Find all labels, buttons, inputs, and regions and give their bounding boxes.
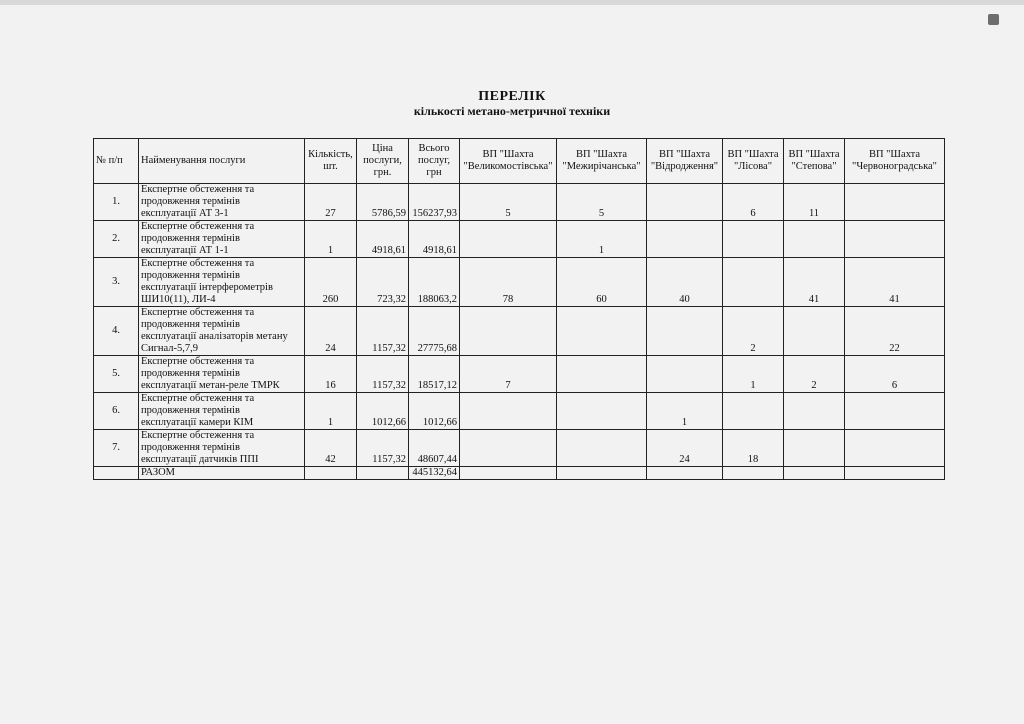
total-cell: 27775,68 (409, 307, 460, 356)
cell-line: ВП "Шахта (727, 149, 779, 160)
mine-qty-cell (845, 221, 945, 258)
total-cell: 18517,12 (409, 356, 460, 393)
service-name (139, 221, 305, 258)
total-cell: 1012,66 (409, 393, 460, 430)
mine-qty-cell: 1 (723, 356, 784, 393)
mine-qty-cell (723, 221, 784, 258)
price-cell: 4918,61 (357, 221, 409, 258)
mine-qty-cell (647, 356, 723, 393)
cell-line: Експертне обстеження та (141, 430, 255, 441)
mine-qty-cell (557, 393, 647, 430)
qty-cell: 24 (305, 307, 357, 356)
cell-line: експлуатації метан-реле ТМРК (141, 380, 280, 391)
table-row (94, 221, 945, 258)
mine-qty-cell: 18 (723, 430, 784, 467)
row-num: 6. (94, 393, 139, 430)
total-cell: 188063,2 (409, 258, 460, 307)
mine-qty-cell: 7 (460, 356, 557, 393)
scan-top-edge (0, 0, 1024, 5)
cell-line: Експертне обстеження та (141, 184, 255, 195)
cell-line: продовження термінів (141, 368, 240, 379)
total-cell: 4918,61 (409, 221, 460, 258)
cell-line: "Лісова" (733, 161, 772, 172)
header-service: Найменування послуги (139, 139, 305, 184)
cell-line: ШИ10(11), ЛИ-4 (141, 294, 216, 305)
mine-qty-cell (557, 430, 647, 467)
cell-line: Експертне обстеження та (141, 221, 255, 232)
mine-qty-cell: 2 (723, 307, 784, 356)
header-mine (723, 139, 784, 184)
cell-line: експлуатації АТ 1-1 (141, 245, 229, 256)
mine-qty-cell (845, 393, 945, 430)
mine-qty-cell (460, 430, 557, 467)
cell-line: продовження термінів (141, 319, 240, 330)
document-title: ПЕРЕЛІК (478, 89, 546, 104)
mine-qty-cell (460, 307, 557, 356)
scan-mark (988, 14, 999, 25)
empty-cell (305, 467, 357, 480)
empty-cell (647, 467, 723, 480)
qty-cell: 16 (305, 356, 357, 393)
cell-line: "Великомостівська" (463, 161, 553, 172)
cell-line: експлуатації камери КІМ (141, 417, 254, 428)
table-row (94, 393, 945, 430)
empty-cell (460, 467, 557, 480)
mine-qty-cell: 2 (784, 356, 845, 393)
mine-qty-cell: 78 (460, 258, 557, 307)
cell-line: Експертне обстеження та (141, 356, 255, 367)
cell-line: Всього (418, 143, 450, 154)
mine-qty-cell: 11 (784, 184, 845, 221)
cell-line: послуг, (417, 155, 451, 166)
price-cell: 5786,59 (357, 184, 409, 221)
header-price (357, 139, 409, 184)
cell-line: грн. (373, 167, 392, 178)
service-name (139, 307, 305, 356)
mine-qty-cell: 6 (845, 356, 945, 393)
qty-cell: 42 (305, 430, 357, 467)
price-cell: 1157,32 (357, 307, 409, 356)
cell-line: експлуатації АТ 3-1 (141, 208, 229, 219)
mine-qty-cell: 1 (647, 393, 723, 430)
total-label: РАЗОМ (139, 467, 305, 480)
row-num: 7. (94, 430, 139, 467)
total-cell: 156237,93 (409, 184, 460, 221)
cell-line: Ціна (372, 143, 393, 154)
header-mine (784, 139, 845, 184)
mine-qty-cell (460, 393, 557, 430)
header-mine (845, 139, 945, 184)
cell-line: ВП "Шахта (868, 149, 921, 160)
service-name (139, 184, 305, 221)
header-mine (647, 139, 723, 184)
mine-qty-cell (557, 356, 647, 393)
header-qty (305, 139, 357, 184)
qty-cell: 1 (305, 393, 357, 430)
mine-qty-cell: 41 (845, 258, 945, 307)
cell-line: продовження термінів (141, 442, 240, 453)
total-row (94, 467, 945, 480)
empty-cell (723, 467, 784, 480)
empty-cell (845, 467, 945, 480)
cell-line: послуги, (363, 155, 402, 166)
cell-line: експлуатації інтерферометрів (141, 282, 273, 293)
mine-qty-cell (845, 184, 945, 221)
mine-qty-cell (647, 307, 723, 356)
mine-qty-cell (845, 430, 945, 467)
cell-line: Кількість, (308, 149, 353, 160)
mine-qty-cell: 60 (557, 258, 647, 307)
price-cell: 1012,66 (357, 393, 409, 430)
mine-qty-cell: 6 (723, 184, 784, 221)
empty-cell (357, 467, 409, 480)
table-row (94, 184, 945, 221)
header-row (94, 139, 945, 184)
cell-line: грн (426, 167, 442, 178)
mine-qty-cell (647, 184, 723, 221)
row-num: 1. (94, 184, 139, 221)
table-row (94, 258, 945, 307)
table-row (94, 356, 945, 393)
qty-cell: 1 (305, 221, 357, 258)
cell-line: "Степова" (791, 161, 837, 172)
mine-qty-cell: 22 (845, 307, 945, 356)
table-row (94, 307, 945, 356)
mine-qty-cell (784, 393, 845, 430)
cell-line: ВП "Шахта (658, 149, 711, 160)
cell-line: "Відродження" (650, 161, 719, 172)
cell-line: продовження термінів (141, 196, 240, 207)
service-name (139, 258, 305, 307)
row-num: 2. (94, 221, 139, 258)
header-num: № п/п (94, 139, 139, 184)
cell-line: Експертне обстеження та (141, 393, 255, 404)
cell-line: Експертне обстеження та (141, 258, 255, 269)
mine-qty-cell: 40 (647, 258, 723, 307)
mine-qty-cell (460, 221, 557, 258)
mine-qty-cell (784, 430, 845, 467)
mine-qty-cell (647, 221, 723, 258)
header-total (409, 139, 460, 184)
service-name (139, 430, 305, 467)
cell-line: продовження термінів (141, 270, 240, 281)
cell-line: експлуатації датчиків ППІ (141, 454, 259, 465)
mine-qty-cell (557, 307, 647, 356)
mine-qty-cell (723, 393, 784, 430)
price-cell: 1157,32 (357, 356, 409, 393)
grand-total: 445132,64 (409, 467, 460, 480)
row-num: 4. (94, 307, 139, 356)
cell-line: ВП "Шахта (575, 149, 628, 160)
mine-qty-cell: 24 (647, 430, 723, 467)
empty-cell (94, 467, 139, 480)
service-name (139, 356, 305, 393)
mine-qty-cell (723, 258, 784, 307)
cell-line: Експертне обстеження та (141, 307, 255, 318)
cell-line: шт. (323, 161, 338, 172)
row-num: 5. (94, 356, 139, 393)
mine-qty-cell (784, 307, 845, 356)
total-cell: 48607,44 (409, 430, 460, 467)
mine-qty-cell: 5 (460, 184, 557, 221)
table-row (94, 430, 945, 467)
mine-qty-cell: 41 (784, 258, 845, 307)
row-num: 3. (94, 258, 139, 307)
document-subtitle: кількості метано-метричної техніки (413, 104, 611, 118)
cell-line: "Червоноградська" (852, 161, 937, 172)
mine-qty-cell (784, 221, 845, 258)
qty-cell: 260 (305, 258, 357, 307)
price-cell: 723,32 (357, 258, 409, 307)
cell-line: експлуатації аналізаторів метану (141, 331, 288, 342)
qty-cell: 27 (305, 184, 357, 221)
cell-line: ВП "Шахта (788, 149, 840, 160)
header-mine (460, 139, 557, 184)
cell-line: Сигнал-5,7,9 (141, 343, 199, 354)
mine-qty-cell: 1 (557, 221, 647, 258)
cell-line: продовження термінів (141, 233, 240, 244)
empty-cell (557, 467, 647, 480)
header-mine (557, 139, 647, 184)
cell-line: продовження термінів (141, 405, 240, 416)
cell-line: ВП "Шахта (482, 149, 534, 160)
cell-line: "Межирічанська" (562, 161, 641, 172)
equipment-table (93, 138, 945, 480)
price-cell: 1157,32 (357, 430, 409, 467)
service-name (139, 393, 305, 430)
mine-qty-cell: 5 (557, 184, 647, 221)
empty-cell (784, 467, 845, 480)
